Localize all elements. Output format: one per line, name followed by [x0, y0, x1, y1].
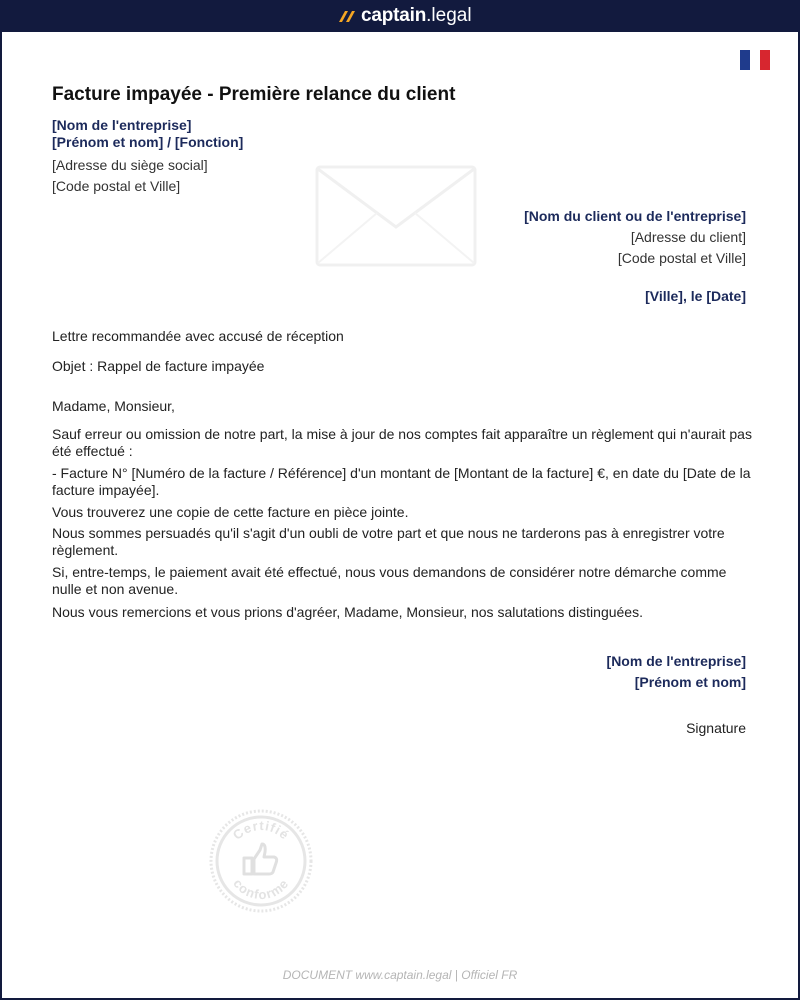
paragraph-intro: Sauf erreur ou omission de notre part, la mise à jour de nos comptes fait apparaître un règlement qui n'aurait pas été effectué :	[52, 426, 752, 459]
paragraph-oversight: Nous sommes persuadés qu'il s'agit d'un oubli de votre part et que nous ne tarderons pas à enregistrer votre règlement.	[52, 525, 725, 558]
salutation: Madame, Monsieur,	[52, 398, 175, 414]
closing-name: [Prénom et nom]	[634, 674, 746, 690]
subject-line: Objet : Rappel de facture impayée	[52, 358, 265, 374]
closing-company: [Nom de l'entreprise]	[606, 653, 746, 669]
captain-slash-logo-icon	[337, 8, 357, 24]
place-date: [Ville], le [Date]	[645, 288, 746, 304]
sender-company: [Nom de l'entreprise]	[52, 117, 192, 133]
recipient-postal-city: [Code postal et Ville]	[617, 250, 746, 266]
recipient-name: [Nom du client ou de l'entreprise]	[524, 208, 746, 224]
brand-domain: .legal	[426, 5, 472, 26]
stamp-text-top: Certifié	[229, 817, 293, 843]
stamp-text-bottom: conforme	[230, 875, 292, 903]
sender-name-function: [Prénom et nom] / [Fonction]	[52, 134, 244, 150]
footer-text: DOCUMENT www.captain.legal | Officiel FR	[282, 968, 518, 982]
paragraph-closing: Nous vous remercions et vous prions d'agréer, Madame, Monsieur, nos salutations distinguées.	[52, 604, 643, 620]
signature-label: Signature	[686, 720, 746, 736]
paragraph-already-paid: Si, entre-temps, le paiement avait été effectué, nous vous demandons de considérer notre démarche comme nulle et non avenue.	[52, 564, 727, 597]
brand-name: captain	[361, 5, 427, 26]
closing-block	[607, 651, 746, 693]
brand-logo[interactable]	[337, 5, 472, 27]
french-flag-icon	[740, 50, 770, 70]
recipient-block	[524, 206, 746, 269]
delivery-mode: Lettre recommandée avec accusé de réception	[52, 328, 344, 344]
sender-address: [Adresse du siège social]	[52, 157, 208, 173]
certified-thumbs-up-stamp-icon	[208, 808, 314, 914]
sender-address-block	[52, 155, 243, 197]
envelope-icon	[315, 165, 477, 267]
sender-postal-city: [Code postal et Ville]	[52, 178, 181, 194]
recipient-address: [Adresse du client]	[630, 229, 746, 245]
paragraph-attachment: Vous trouverez une copie de cette facture en pièce jointe.	[52, 504, 409, 520]
document-title: Facture impayée - Première relance du client	[52, 84, 456, 105]
paragraph-invoice: - Facture N° [Numéro de la facture / Référence] d'un montant de [Montant de la facture] €, en date du [Date de la facture impayée].	[52, 465, 751, 498]
sender-block	[52, 117, 243, 197]
top-bar	[0, 0, 800, 32]
